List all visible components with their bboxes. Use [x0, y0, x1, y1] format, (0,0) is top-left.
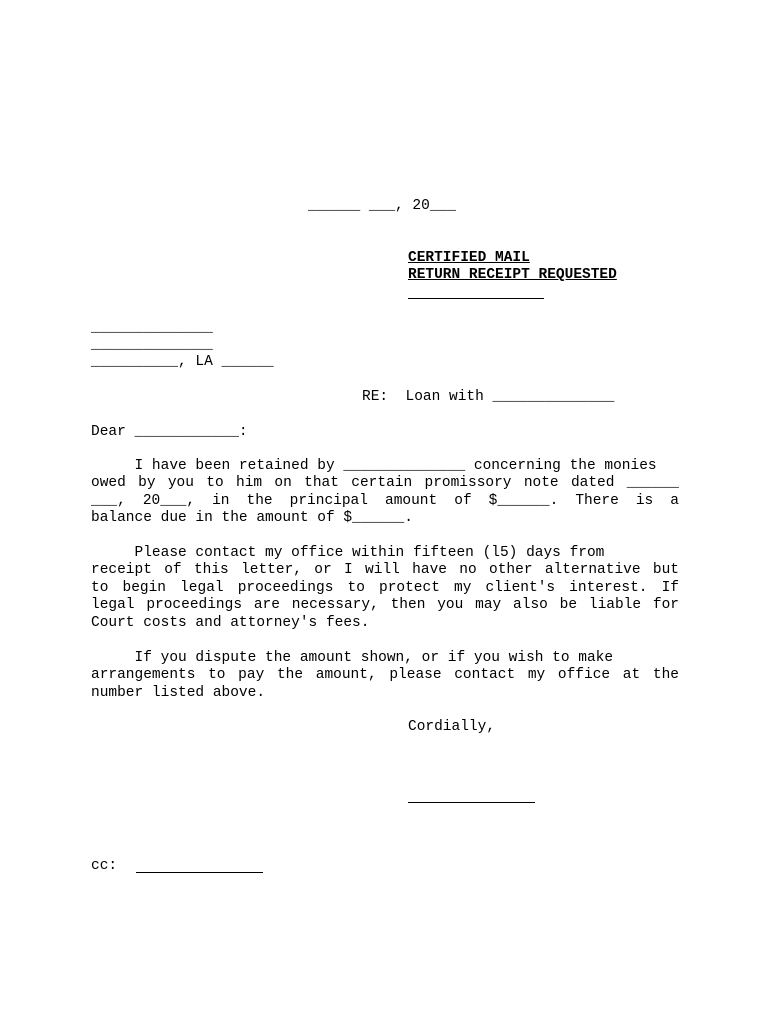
paragraph-row: owed by you to him on that certain promissory note dated ______ — [91, 475, 679, 492]
paragraph-row: arrangements to pay the amount, please contact my office at the — [91, 667, 679, 684]
paragraph-row: to begin legal proceedings to protect my client's interest. If — [91, 579, 679, 596]
paragraph-row: Court costs and attorney's fees. — [91, 614, 370, 631]
mailing-rule — [408, 298, 544, 299]
certified-mail-heading: CERTIFIED MAIL — [408, 250, 530, 266]
paragraph-row: number listed above. — [91, 684, 266, 701]
paragraph-row: I have been retained by ______________ concerning the monies — [91, 458, 657, 474]
closing: Cordially, — [408, 719, 496, 735]
paragraph-contact — [91, 545, 679, 632]
paragraph-row: If you dispute the amount shown, or if you wish to make — [91, 650, 614, 666]
signature-line — [408, 802, 535, 803]
salutation: Dear ____________: — [91, 424, 248, 440]
paragraph-row: legal proceedings are necessary, then you may also be liable for — [91, 597, 679, 614]
address-line-1: ______________ — [91, 320, 213, 336]
cc-label: cc: — [91, 858, 118, 874]
date-line: ______ ___, 20___ — [308, 198, 456, 214]
paragraph-row: Please contact my office within fifteen (l5) days from — [91, 545, 605, 561]
paragraph-row: ___, 20___, in the principal amount of $______. There is a — [91, 492, 679, 509]
paragraph-row: balance due in the amount of $______. — [91, 510, 413, 527]
paragraph-retained — [91, 458, 679, 528]
paragraph-row: receipt of this letter, or I will have no other alternative but — [91, 562, 679, 579]
address-line-2: ______________ — [91, 337, 213, 353]
return-receipt-heading: RETURN RECEIPT REQUESTED — [408, 267, 617, 283]
re-line: RE: Loan with ______________ — [362, 389, 615, 405]
address-line-3: __________, LA ______ — [91, 354, 274, 370]
cc-line — [136, 872, 263, 873]
paragraph-dispute — [91, 650, 679, 702]
